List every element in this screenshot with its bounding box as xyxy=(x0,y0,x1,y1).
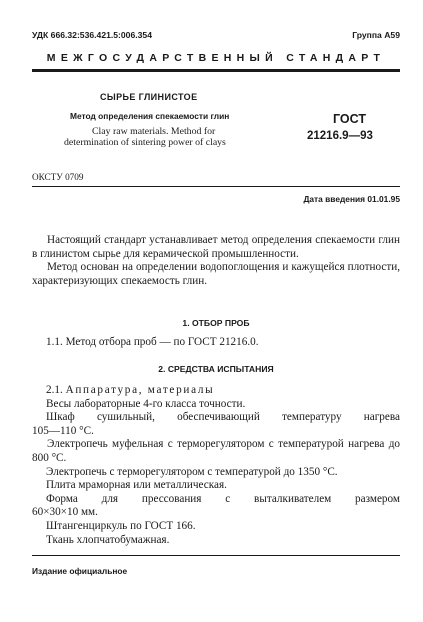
section-1-heading: 1. ОТБОР ПРОБ xyxy=(182,318,250,328)
udk-code: УДК 666.32:536.421.5:006.354 xyxy=(32,30,152,40)
english-title-line-1: Clay raw materials. Method for xyxy=(92,126,216,137)
muffle-furnace-line: Электропечь муфельная с терморегулятором с температурой нагрева до 800 °С. xyxy=(32,438,400,464)
mold-size: 60×30×10 мм. xyxy=(32,506,98,519)
scales-line: Весы лабораторные 4-го класса точности. xyxy=(46,397,246,410)
cabinet-word: сушильный, xyxy=(96,411,155,424)
mold-word: размером xyxy=(355,492,400,505)
intro-paragraph-1: Настоящий стандарт устанавливает метод определения спекаемости глин в глинистом сырье для керамической промышленности. xyxy=(32,234,400,260)
cabinet-word: обеспечивающий xyxy=(177,411,260,424)
cabinet-temperature: 105—110 °С. xyxy=(32,424,94,437)
mold-word: прессования xyxy=(141,492,202,505)
mold-word: выталкивателем xyxy=(254,492,332,505)
cabinet-line xyxy=(32,411,400,425)
gost-label: ГОСТ xyxy=(333,112,366,126)
introduction xyxy=(32,234,400,288)
introduction-date: Дата введения 01.01.95 xyxy=(303,194,400,204)
section-2-body xyxy=(32,384,400,547)
official-edition-label: Издание официальное xyxy=(32,566,128,576)
mold-word: с xyxy=(225,492,231,505)
caliper-line: Штангенциркуль по ГОСТ 166. xyxy=(46,519,196,532)
item-1-1: 1.1. Метод отбора проб — по ГОСТ 21216.0. xyxy=(46,336,259,348)
standard-banner: МЕЖГОСУДАРСТВЕННЫЙ СТАНДАРТ xyxy=(46,52,386,64)
mold-word: Форма xyxy=(46,492,78,505)
intro-paragraph-2: Метод основан на определении водопоглощения и кажущейся плотности, характеризующих спекаемость глин. xyxy=(32,261,400,287)
gost-number: 21216.9—93 xyxy=(307,130,373,142)
header-rule xyxy=(32,186,400,187)
fabric-line: Ткань хлопчатобумажная. xyxy=(46,533,170,546)
item-2-1-number: 2.1. xyxy=(46,384,63,396)
plate-line: Плита мраморная или металлическая. xyxy=(46,479,227,492)
english-title-line-2: determination of sintering power of clays xyxy=(64,137,226,148)
cabinet-word: температуру xyxy=(282,411,342,424)
cabinet-word: нагрева xyxy=(363,411,400,424)
mold-line xyxy=(32,493,400,507)
document-subtitle: Метод определения спекаемости глин xyxy=(70,111,230,121)
okstu-code: ОКСТУ 0709 xyxy=(32,172,84,182)
cabinet-word: Шкаф xyxy=(46,411,75,424)
section-2-heading: 2. СРЕДСТВА ИСПЫТАНИЯ xyxy=(158,364,274,374)
group-code: Группа А59 xyxy=(352,30,400,40)
footer-rule xyxy=(32,555,400,556)
item-2-1-title: Аппаратура, материалы xyxy=(65,384,215,396)
furnace-line: Электропечь с терморегулятором с температурой до 1350 °С. xyxy=(46,465,338,478)
mold-word: для xyxy=(101,492,119,505)
item-2-1-heading xyxy=(32,384,400,398)
document-title: СЫРЬЕ ГЛИНИСТОЕ xyxy=(100,92,198,102)
banner-rule xyxy=(32,69,400,72)
